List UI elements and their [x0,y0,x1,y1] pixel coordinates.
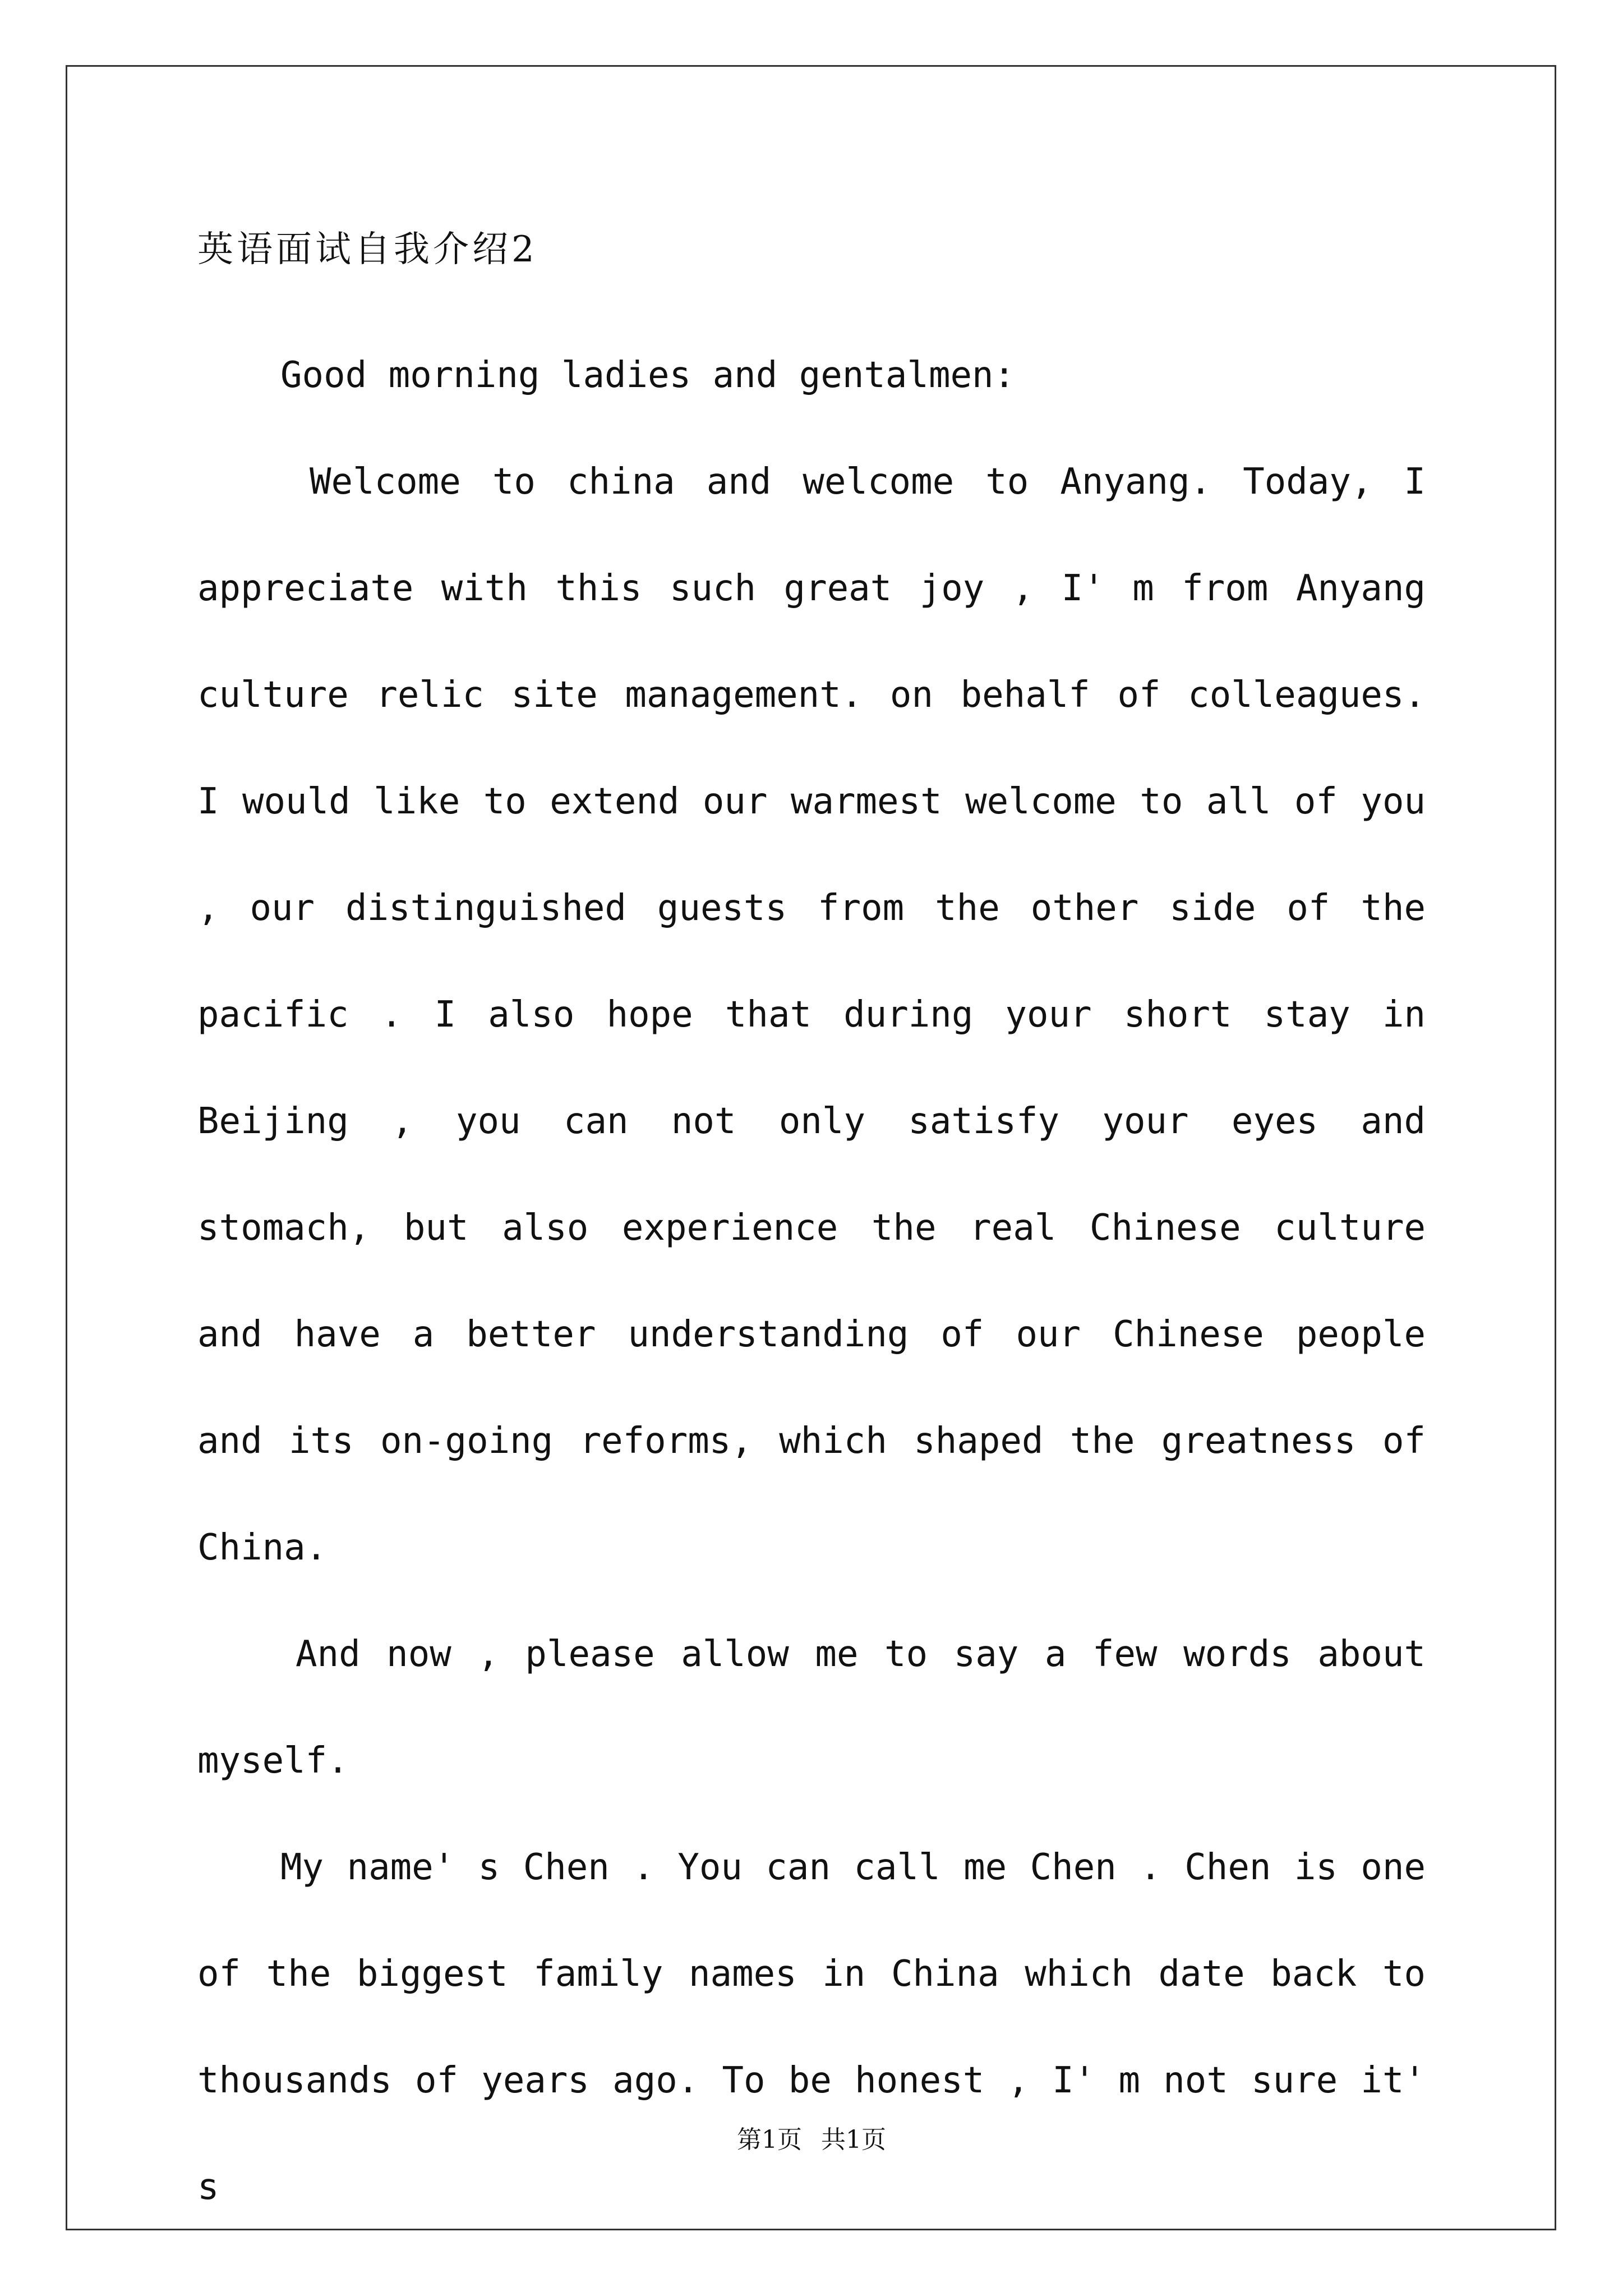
paragraph-welcome: Welcome to china and welcome to Anyang. Today, I appreciate with this such great joy , I' m from Anyang culture relic site management. on behalf of colleagues. I would like to extend our warmest welcome to all of you , our distinguished guests from the other side of the pacific . I also hope that during your short stay in Beijing , you can not only satisfy your eyes and stomach, but also experience the real Chinese culture and have a better understanding of our Chinese people and its on-going reforms, which shaped the greatness of China. [197,461,1426,1568]
document-body [197,216,1426,2240]
paragraph-name: My name' s Chen . You can call me Chen . Chen is one of the biggest family names in China which date back to thousands of years ago. To be honest , I' m not sure it' s [197,1847,1426,2208]
paragraph-introduction: And now , please allow me to say a few words about myself. [197,1634,1426,1782]
page-footer: 第1页 共1页 [737,2125,886,2154]
document-title: 英语面试自我介绍2 [197,229,538,270]
paragraph-greeting: Good morning ladies and gentalmen: [280,355,1016,396]
